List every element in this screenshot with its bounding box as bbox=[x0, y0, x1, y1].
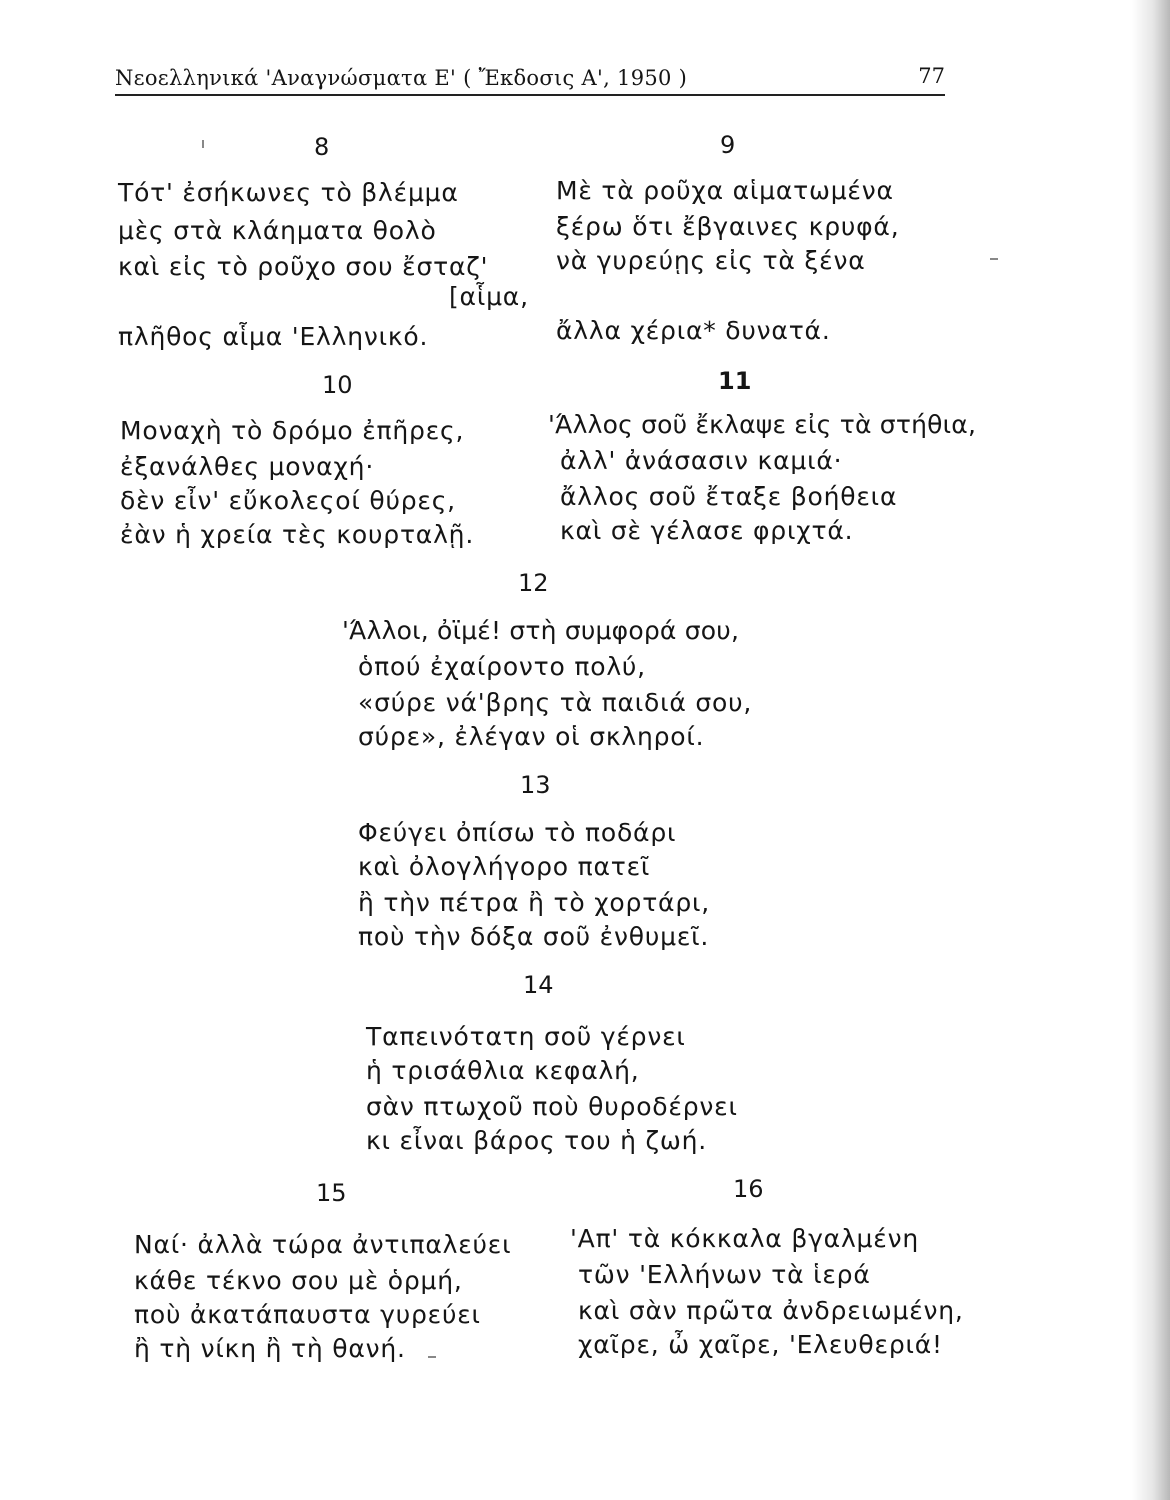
verse-line: ἄλλος σοῦ ἔταξε βοήθεια bbox=[560, 482, 898, 511]
stanza-number: 16 bbox=[733, 1175, 764, 1203]
stanza-number: 13 bbox=[520, 771, 551, 799]
verse-line: καὶ ὀλογλήγορο πατεῖ bbox=[358, 852, 651, 881]
verse-line: Ταπεινότατη σοῦ γέρνει bbox=[366, 1022, 686, 1051]
print-speck bbox=[202, 140, 204, 148]
page-edge-shadow bbox=[1132, 0, 1170, 1500]
verse-line: ποὺ ἀκατάπαυστα γυρεύει bbox=[134, 1300, 481, 1329]
verse-line: ἡ τρισάθλια κεφαλή, bbox=[366, 1056, 640, 1085]
page-number: 77 bbox=[918, 64, 945, 88]
verse-line: Ναί· ἀλλὰ τώρα ἀντιπαλεύει bbox=[134, 1230, 512, 1259]
verse-line: μὲς στὰ κλάηματα θολὸ bbox=[118, 216, 437, 245]
verse-line: κάθε τέκνο σου μὲ ὁρμή, bbox=[134, 1266, 463, 1295]
verse-line: Μοναχὴ τὸ δρόμο ἐπῆρες, bbox=[120, 416, 465, 445]
stanza-number: 12 bbox=[518, 569, 549, 597]
verse-line: ἢ τὴν πέτρα ἢ τὸ χορτάρι, bbox=[358, 888, 711, 917]
stanza-number: 14 bbox=[523, 971, 554, 999]
header-title: Νεοελληνικά 'Αναγνώσματα Ε' ( Ἔκδοσις Α', 1950 ) bbox=[115, 66, 688, 90]
header-rule bbox=[115, 94, 945, 96]
verse-line: ἀλλ' ἀνάσασιν καμιά· bbox=[560, 446, 843, 475]
verse-line: σύρε», ἐλέγαν οἱ σκληροί. bbox=[358, 722, 705, 751]
print-speck bbox=[990, 258, 998, 260]
running-header bbox=[115, 64, 945, 96]
stanza-number: 10 bbox=[322, 371, 353, 399]
verse-line: «σύρε νά'βρης τὰ παιδιά σου, bbox=[358, 688, 753, 717]
stanza-number: 15 bbox=[316, 1179, 347, 1207]
verse-line: ξέρω ὅτι ἔβγαινες κρυφά, bbox=[556, 212, 900, 241]
verse-line: ἄλλα χέρια* δυνατά. bbox=[556, 316, 831, 345]
verse-line: Μὲ τὰ ροῦχα αἱματωμένα bbox=[556, 176, 894, 205]
verse-line: δὲν εἶν' εὔκολεςοί θύρες, bbox=[120, 486, 456, 515]
verse-line: καὶ σὰν πρῶτα ἀνδρειωμένη, bbox=[578, 1296, 964, 1325]
verse-line: Τότ' ἐσήκωνες τὸ βλέμμα bbox=[118, 178, 459, 207]
verse-line: καὶ σὲ γέλασε φριχτά. bbox=[560, 516, 854, 545]
print-speck bbox=[428, 1356, 436, 1358]
stanza-number: 9 bbox=[720, 131, 736, 159]
verse-line: κι εἶναι βάρος του ἡ ζωή. bbox=[366, 1126, 708, 1155]
verse-line: σὰν πτωχοῦ ποὺ θυροδέρνει bbox=[366, 1092, 738, 1121]
stanza-number: 11 bbox=[718, 367, 752, 395]
verse-line: ἐὰν ἡ χρεία τὲς κουρταλῇ. bbox=[120, 520, 475, 549]
verse-line: ἢ τὴ νίκη ἢ τὴ θανή. bbox=[134, 1334, 406, 1363]
verse-line: ὁπού ἐχαίροντο πολύ, bbox=[358, 652, 646, 681]
verse-line: χαῖρε, ὦ χαῖρε, 'Ελευθεριά! bbox=[578, 1330, 943, 1359]
verse-line: 'Άλλος σοῦ ἔκλαψε εἰς τὰ στήθια, bbox=[548, 410, 977, 439]
verse-line: Φεύγει ὀπίσω τὸ ποδάρι bbox=[358, 818, 677, 847]
verse-carryover: [αἷμα, bbox=[449, 282, 529, 311]
verse-line: τῶν 'Ελλήνων τὰ ἱερά bbox=[578, 1260, 871, 1289]
verse-line: 'Απ' τὰ κόκκαλα βγαλμένη bbox=[570, 1224, 919, 1253]
verse-line: καὶ εἰς τὸ ροῦχο σου ἔσταζ' bbox=[118, 252, 489, 281]
verse-line: ποὺ τὴν δόξα σοῦ ἐνθυμεῖ. bbox=[358, 922, 710, 951]
verse-line: 'Άλλοι, ὀϊμέ! στὴ συμφορά σου, bbox=[342, 616, 740, 645]
verse-line: ἐξανάλθες μοναχή· bbox=[120, 452, 375, 481]
verse-line: νὰ γυρεύῃς εἰς τὰ ξένα bbox=[556, 246, 866, 275]
stanza-number: 8 bbox=[314, 133, 330, 161]
verse-line: πλῆθος αἷμα 'Ελληνικό. bbox=[118, 322, 429, 351]
